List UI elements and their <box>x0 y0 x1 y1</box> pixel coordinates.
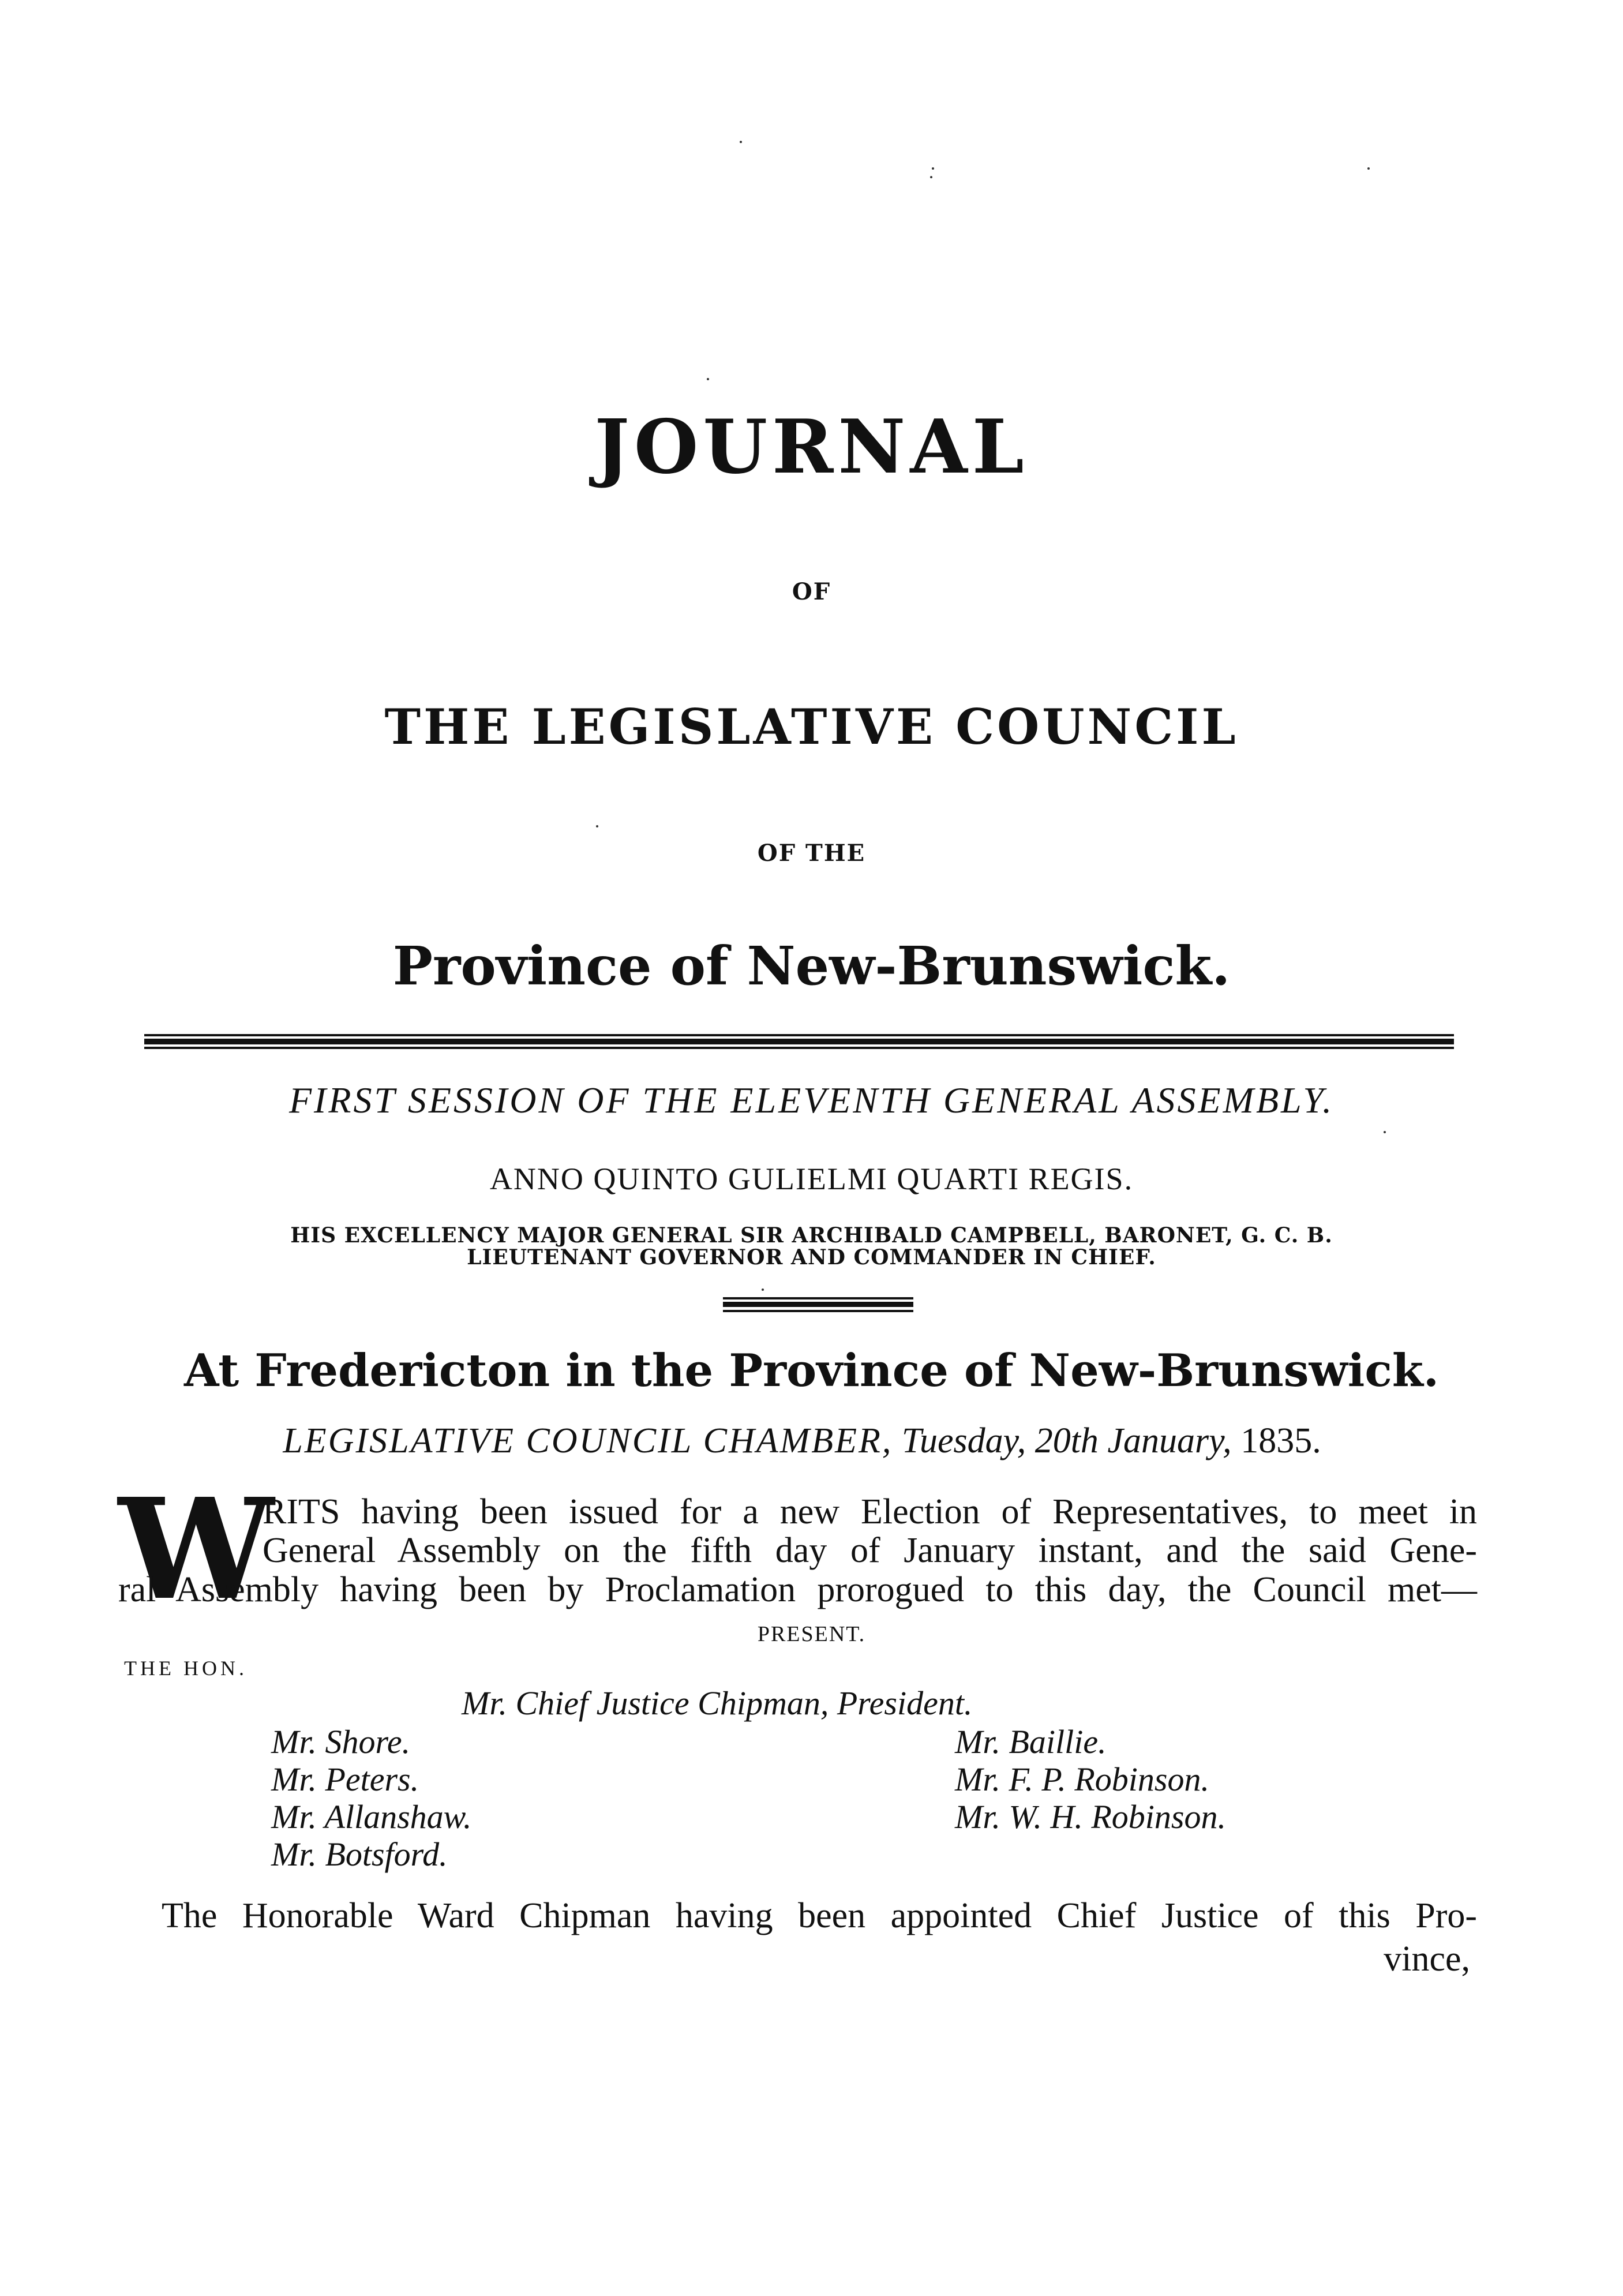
scan-speck <box>762 1289 764 1291</box>
short-rule-thick <box>723 1302 913 1307</box>
chamber-dateline <box>156 1421 1448 1462</box>
session-title: FIRST SESSION OF THE ELEVENTH GENERAL ASSEMBLY. <box>288 1080 1335 1121</box>
of-the-label: OF THE <box>757 840 866 867</box>
journal-title: JOURNAL <box>594 404 1029 490</box>
of-label: OF <box>792 578 831 605</box>
member-left-3: Mr. Allanshaw. <box>271 1798 472 1836</box>
chamber-day: Tuesday, 20th January, <box>901 1421 1232 1460</box>
header-rule-thin <box>144 1034 1454 1036</box>
scan-speck <box>707 378 709 380</box>
header-rule-thin-lower <box>144 1047 1454 1049</box>
closing-line-1: The Honorable Ward Chipman having been appointed Chief Justice of this Pro- <box>162 1896 1477 1935</box>
short-rule-top <box>723 1297 913 1299</box>
member-right-1: Mr. Baillie. <box>955 1723 1107 1761</box>
member-left-4: Mr. Botsford. <box>271 1836 448 1873</box>
member-right-2: Mr. F. P. Robinson. <box>955 1761 1209 1798</box>
writs-line-1: RITS having been issued for a new Election of Representatives, to meet in <box>263 1492 1477 1531</box>
the-hon-label: THE HON. <box>124 1657 248 1680</box>
member-right-3: Mr. W. H. Robinson. <box>955 1798 1226 1836</box>
council-title: THE LEGISLATIVE COUNCIL <box>384 698 1239 755</box>
chamber-name: LEGISLATIVE COUNCIL CHAMBER, <box>283 1421 893 1460</box>
scan-speck <box>740 141 742 143</box>
scan-speck <box>932 167 934 170</box>
header-rule-thick <box>144 1039 1454 1044</box>
anno-regis: ANNO QUINTO GULIELMI QUARTI REGIS. <box>489 1162 1134 1196</box>
closing-line-2: vince, <box>1384 1939 1470 1979</box>
member-left-2: Mr. Peters. <box>271 1761 419 1798</box>
scan-speck <box>930 176 932 178</box>
member-left-1: Mr. Shore. <box>271 1723 411 1761</box>
governor-line-2: LIEUTENANT GOVERNOR AND COMMANDER IN CHIEF. <box>467 1245 1156 1269</box>
present-label: PRESENT. <box>757 1622 866 1646</box>
writs-line-3: ral Assembly having been by Proclamation prorogued to this day, the Council met— <box>118 1570 1477 1609</box>
writs-line-2: General Assembly on the fifth day of January instant, and the said Gene- <box>263 1531 1477 1570</box>
short-rule-bottom <box>723 1310 913 1312</box>
scan-speck <box>1384 1131 1386 1133</box>
scan-speck <box>596 825 598 827</box>
province-title: Province of New-Brunswick. <box>392 935 1231 997</box>
president-line: Mr. Chief Justice Chipman, President. <box>462 1684 973 1722</box>
scan-speck <box>1367 167 1370 170</box>
drop-cap: W <box>118 1468 274 1631</box>
governor-line-1: HIS EXCELLENCY MAJOR GENERAL SIR ARCHIBALD CAMPBELL, BARONET, G. C. B. <box>290 1223 1333 1248</box>
chamber-year: 1835. <box>1240 1421 1321 1460</box>
place-heading: At Fredericton in the Province of New-Brunswick. <box>183 1344 1440 1397</box>
governor-line <box>0 1224 1623 1268</box>
